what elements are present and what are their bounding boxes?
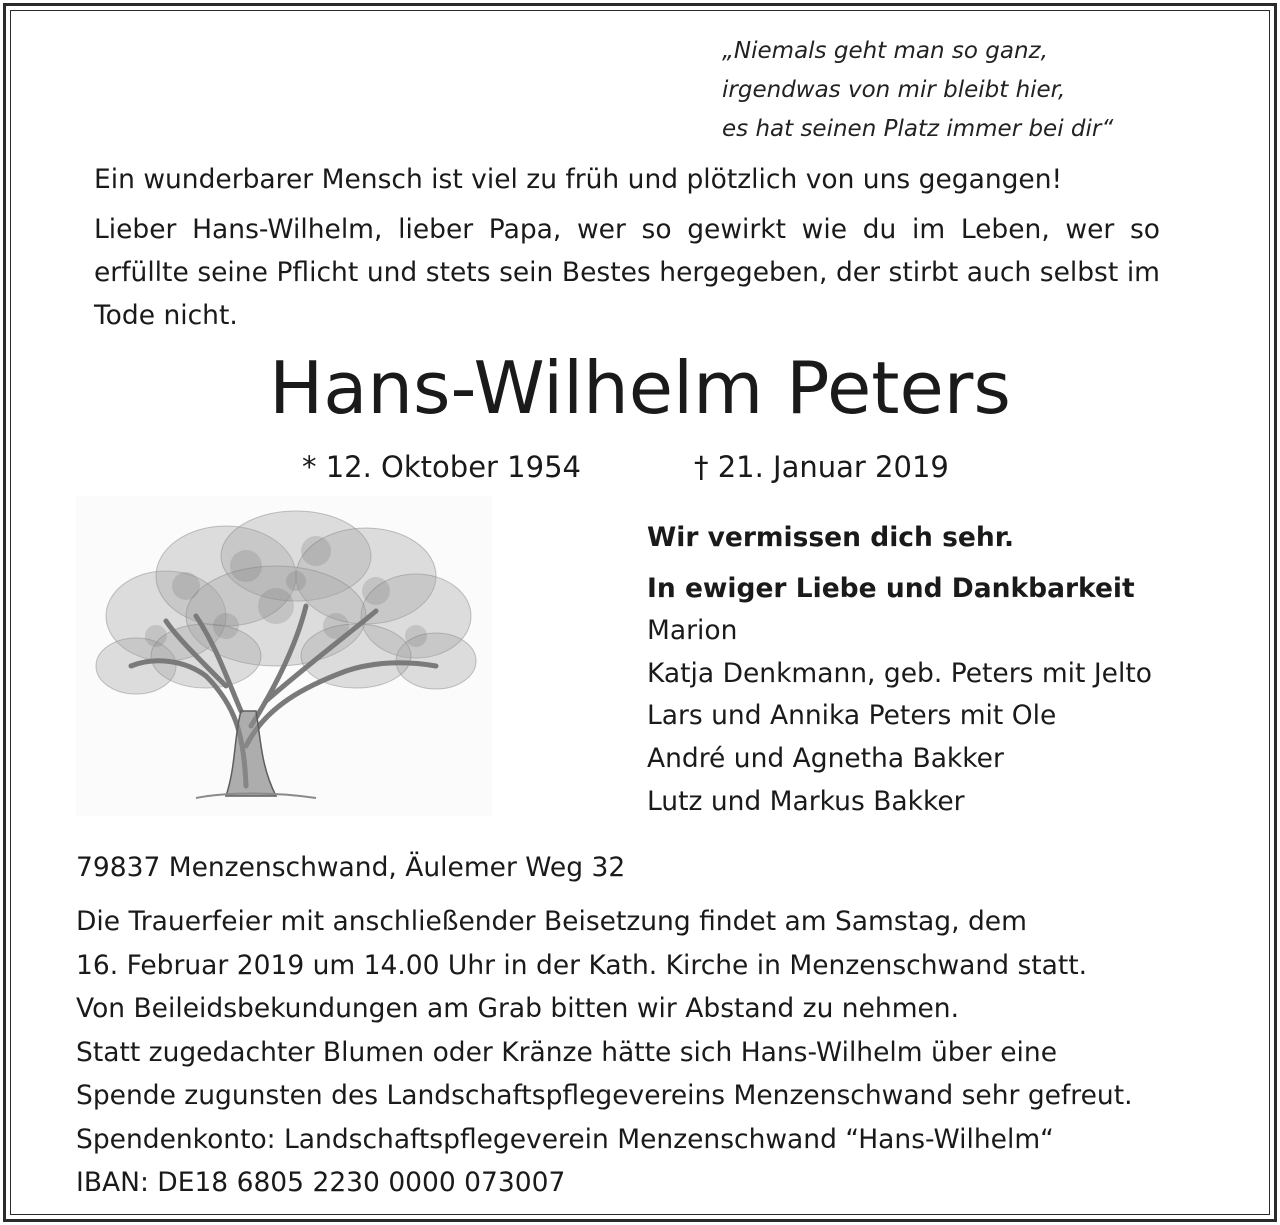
quote-line: es hat seinen Platz immer bei dir“ <box>722 116 1114 142</box>
iban-line: IBAN: DE18 6805 2230 0000 073007 <box>76 1167 566 1198</box>
miss-line: Wir vermissen dich sehr. <box>647 522 1015 553</box>
quote-line: irgendwas von mir bleibt hier, <box>722 77 1066 103</box>
birth-date: * 12. Oktober 1954 <box>302 450 581 484</box>
family-member: André und Agnetha Bakker <box>647 743 1004 775</box>
tree-drawing <box>76 496 492 816</box>
family-member: Lars und Annika Peters mit Ole <box>647 700 1057 732</box>
quote-line: „Niemals geht man so ganz, <box>722 38 1048 64</box>
details-line: Spende zugunsten des Landschaftspflegevereins Menzenschwand sehr gefreut. <box>76 1080 1133 1111</box>
family-member: Lutz und Markus Bakker <box>647 785 965 817</box>
family-member: Marion <box>647 615 738 646</box>
details-line: Von Beileidsbekundungen am Grab bitten wir Abstand zu nehmen. <box>76 993 960 1024</box>
funeral-details <box>76 900 1256 1205</box>
details-line: Spendenkonto: Landschaftspflegeverein Menzenschwand “Hans-Wilhelm“ <box>76 1123 1054 1155</box>
details-line: Die Trauerfeier mit anschließender Beisetzung findet am Samstag, dem <box>76 906 1027 937</box>
death-date: † 21. Januar 2019 <box>694 450 949 484</box>
family-signatures <box>647 516 1247 824</box>
intro-line: Ein wunderbarer Mensch ist viel zu früh und plötzlich von uns gegangen! <box>94 164 1063 195</box>
intro-text <box>94 158 1160 337</box>
intro-paragraph: Lieber Hans-Wilhelm, lieber Papa, wer so gewirkt wie du im Leben, wer so erfüllte seine Pflicht und stets sein Bestes hergegeben, der stirbt auch selbst im Tode nicht. <box>94 214 1160 331</box>
details-line: Statt zugedachter Blumen oder Kränze hätte sich Hans-Wilhelm über eine <box>76 1036 1058 1068</box>
memorial-quote <box>722 32 1242 149</box>
tree-illustration-icon <box>76 496 492 816</box>
details-line: 16. Februar 2019 um 14.00 Uhr in der Kath. Kirche in Menzenschwand statt. <box>76 949 1088 981</box>
address: 79837 Menzenschwand, Äulemer Weg 32 <box>76 852 626 883</box>
deceased-name: Hans-Wilhelm Peters <box>269 346 1011 430</box>
family-member: Katja Denkmann, geb. Peters mit Jelto <box>647 657 1152 689</box>
love-line: In ewiger Liebe und Dankbarkeit <box>647 573 1135 604</box>
